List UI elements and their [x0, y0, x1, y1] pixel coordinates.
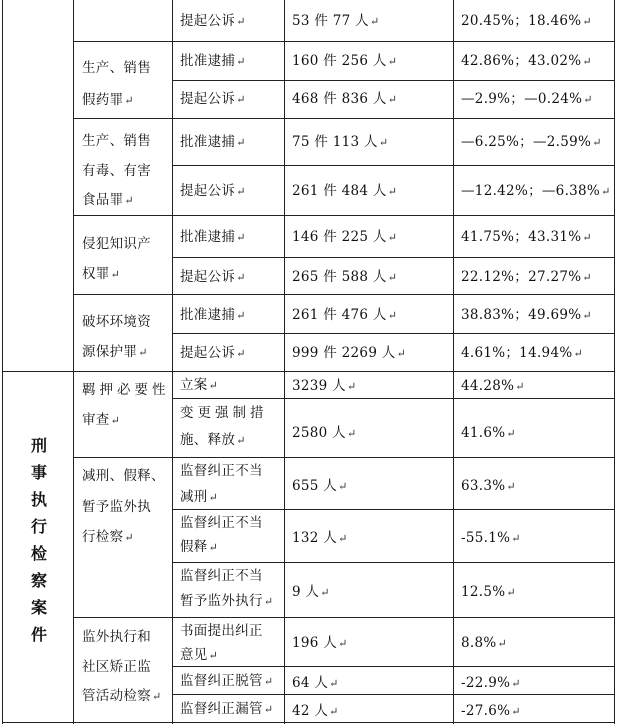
action-cell: 假释↵ — [180, 539, 219, 555]
count-cell: 265 件 588 人↵ — [292, 269, 398, 285]
row-divider — [172, 165, 615, 166]
section-title-char: 件 — [31, 625, 48, 644]
action-cell: 施、释放↵ — [180, 432, 246, 448]
count-cell: 146 件 225 人↵ — [292, 229, 398, 245]
row-divider — [73, 294, 615, 295]
rate-cell: -27.6%↵ — [461, 703, 521, 719]
table-border-bottom — [2, 722, 615, 723]
count-cell: 3239 人↵ — [292, 378, 357, 394]
section-title-char: 刑 — [31, 436, 48, 455]
action-cell: 暂予监外执行↵ — [180, 593, 274, 609]
execution-category-label: 监外执行和 — [82, 629, 151, 645]
table-border-left — [2, 0, 3, 724]
count-cell: 655 人↵ — [292, 478, 348, 494]
section-title-char: 检 — [31, 544, 48, 563]
count-cell: 160 件 256 人↵ — [292, 53, 398, 69]
crime-category-label: 假药罪↵ — [82, 92, 134, 108]
row-divider — [73, 617, 615, 618]
count-cell: 999 件 2269 人↵ — [292, 345, 407, 361]
action-cell: 批准逮捕↵ — [180, 229, 246, 245]
count-cell: 64 人↵ — [292, 675, 339, 691]
crime-category-label: 破坏环境资 — [82, 314, 151, 330]
action-cell: 监督纠正不当 — [180, 463, 263, 479]
section-divider — [2, 371, 615, 372]
section-title-char: 案 — [31, 598, 48, 617]
execution-category-label: 暂予监外执 — [82, 499, 151, 515]
execution-category-label: 减刑、假释、 — [82, 468, 165, 484]
rate-cell: 41.6%↵ — [461, 425, 516, 441]
row-divider — [172, 398, 615, 399]
row-divider — [172, 666, 615, 667]
row-divider — [73, 215, 615, 216]
rate-cell: 12.5%↵ — [461, 584, 516, 600]
count-cell: 2580 人↵ — [292, 425, 357, 441]
crime-category-label: 生产、销售 — [82, 60, 151, 76]
rate-cell: -55.1%↵ — [461, 530, 521, 546]
count-cell: 196 人↵ — [292, 635, 348, 651]
rate-cell: -22.9%↵ — [461, 675, 521, 691]
crime-category-label: 源保护罪↵ — [82, 344, 148, 360]
action-cell: 书面提出纠正 — [180, 623, 263, 639]
row-divider — [73, 118, 615, 119]
execution-category-label: 社区矫正监 — [82, 659, 151, 675]
rate-cell: 8.8%↵ — [461, 635, 508, 651]
count-cell: 42 人↵ — [292, 703, 339, 719]
action-cell: 提起公诉↵ — [180, 13, 246, 29]
row-divider — [172, 509, 615, 510]
row-divider — [172, 694, 615, 695]
rate-cell: 44.28%↵ — [461, 378, 525, 394]
action-cell: 监督纠正漏管↵ — [180, 701, 274, 717]
section-title-char: 执 — [31, 490, 48, 509]
count-cell: 53 件 77 人↵ — [292, 13, 380, 29]
action-cell: 意见↵ — [180, 647, 219, 663]
rate-cell: 20.45%；18.46%↵ — [461, 13, 592, 29]
rate-cell: —2.9%；—0.24%↵ — [461, 91, 593, 107]
action-cell: 提起公诉↵ — [180, 345, 246, 361]
action-cell: 批准逮捕↵ — [180, 53, 246, 69]
rate-cell: 4.61%；14.94%↵ — [461, 345, 583, 361]
section-title-char: 行 — [31, 517, 48, 536]
crime-category-label: 食品罪↵ — [82, 192, 134, 208]
rate-cell: 38.83%；49.69%↵ — [461, 307, 592, 323]
row-divider — [172, 80, 615, 81]
action-cell: 提起公诉↵ — [180, 91, 246, 107]
action-cell: 变更强制措 — [180, 405, 268, 421]
row-divider — [73, 457, 615, 458]
execution-category-label: 管活动检察↵ — [82, 688, 162, 704]
count-cell: 132 人↵ — [292, 530, 348, 546]
count-cell: 261 件 484 人↵ — [292, 183, 398, 199]
row-divider — [172, 562, 615, 563]
action-cell: 提起公诉↵ — [180, 269, 246, 285]
count-cell: 75 件 113 人↵ — [292, 134, 389, 150]
crime-category-label: 权罪↵ — [82, 266, 121, 282]
section-title-char: 事 — [31, 463, 48, 482]
rate-cell: —12.42%；—6.38%↵ — [461, 183, 611, 199]
row-divider — [172, 333, 615, 334]
execution-category-label: 行检察↵ — [82, 529, 134, 545]
action-cell: 监督纠正不当 — [180, 568, 263, 584]
action-cell: 监督纠正不当 — [180, 515, 263, 531]
column-divider — [453, 0, 454, 724]
rate-cell: 63.3%↵ — [461, 478, 516, 494]
action-cell: 立案↵ — [180, 377, 219, 393]
row-divider — [73, 41, 615, 42]
count-cell: 261 件 476 人↵ — [292, 307, 398, 323]
rate-cell: —6.25%；—2.59%↵ — [461, 134, 602, 150]
crime-category-label: 有毒、有害 — [82, 163, 151, 179]
execution-category-label: 审查↵ — [82, 412, 121, 428]
action-cell: 批准逮捕↵ — [180, 307, 246, 323]
table-border-right — [614, 0, 615, 724]
row-divider — [172, 257, 615, 258]
action-cell: 提起公诉↵ — [180, 183, 246, 199]
execution-category-label: 羁押必要性 — [82, 382, 170, 398]
crime-category-label: 生产、销售 — [82, 133, 151, 149]
action-cell: 监督纠正脱管↵ — [180, 673, 274, 689]
column-divider — [73, 0, 74, 724]
rate-cell: 42.86%；43.02%↵ — [461, 53, 592, 69]
action-cell: 减刑↵ — [180, 489, 219, 505]
rate-cell: 22.12%；27.27%↵ — [461, 269, 592, 285]
column-divider — [172, 0, 173, 724]
crime-category-label: 侵犯知识产 — [82, 236, 151, 252]
column-divider — [284, 0, 285, 724]
rate-cell: 41.75%；43.31%↵ — [461, 229, 592, 245]
count-cell: 468 件 836 人↵ — [292, 91, 398, 107]
section-title-char: 察 — [31, 571, 48, 590]
action-cell: 批准逮捕↵ — [180, 134, 246, 150]
count-cell: 9 人↵ — [292, 584, 330, 600]
